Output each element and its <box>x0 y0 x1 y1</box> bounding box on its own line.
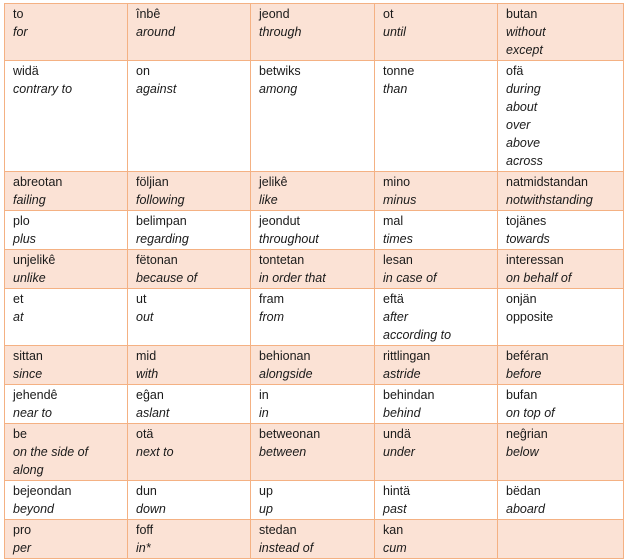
cell-word: behionan <box>259 349 311 363</box>
table-cell <box>5 520 128 559</box>
table-cell <box>498 481 624 520</box>
cell-gloss: alongside <box>259 367 313 381</box>
table-cell <box>375 385 498 424</box>
table-cell <box>5 172 128 211</box>
cell-gloss: without <box>506 25 546 39</box>
cell-gloss: than <box>383 82 408 96</box>
table-row <box>5 520 624 559</box>
cell-word: ot <box>383 7 394 21</box>
cell-word: behindan <box>383 388 435 402</box>
table-cell <box>251 346 375 385</box>
table-cell <box>128 346 251 385</box>
cell-word: bejeondan <box>13 484 72 498</box>
cell-word: belimpan <box>136 214 187 228</box>
table-row <box>5 385 624 424</box>
table-cell <box>5 346 128 385</box>
cell-word: mino <box>383 175 411 189</box>
cell-gloss: in* <box>136 541 151 555</box>
cell-word: to <box>13 7 24 21</box>
cell-word: eftä <box>383 292 404 306</box>
table-cell <box>498 424 624 481</box>
cell-word: in <box>259 388 269 402</box>
table-cell <box>128 61 251 172</box>
cell-gloss: above <box>506 136 541 150</box>
cell-gloss: under <box>383 445 415 459</box>
cell-gloss: cum <box>383 541 407 555</box>
cell-gloss: on behalf of <box>506 271 572 285</box>
table-cell <box>375 520 498 559</box>
cell-word: on <box>136 64 150 78</box>
table-cell <box>375 61 498 172</box>
table-row <box>5 4 624 61</box>
cell-gloss: during <box>506 82 541 96</box>
cell-word: neĝrian <box>506 427 548 441</box>
cell-gloss: following <box>136 193 185 207</box>
cell-gloss: in case of <box>383 271 437 285</box>
cell-gloss: aslant <box>136 406 170 420</box>
table-cell <box>498 250 624 289</box>
cell-gloss: with <box>136 367 159 381</box>
cell-gloss: astride <box>383 367 421 381</box>
cell-gloss: since <box>13 367 43 381</box>
cell-word: mal <box>383 214 404 228</box>
cell-gloss: among <box>259 82 298 96</box>
cell-gloss: in <box>259 406 269 420</box>
cell-gloss: according to <box>383 328 452 342</box>
table-cell <box>375 346 498 385</box>
table-cell <box>5 385 128 424</box>
cell-word: up <box>259 484 273 498</box>
cell-gloss: towards <box>506 232 550 246</box>
cell-gloss: about <box>506 100 538 114</box>
cell-word: jeondut <box>259 214 301 228</box>
table-cell <box>375 211 498 250</box>
cell-gloss: for <box>13 25 28 39</box>
cell-gloss: contrary to <box>13 82 73 96</box>
cell-gloss: times <box>383 232 413 246</box>
table-row <box>5 346 624 385</box>
cell-word: interessan <box>506 253 564 267</box>
cell-gloss: regarding <box>136 232 189 246</box>
cell-word: natmidstandan <box>506 175 589 189</box>
cell-word: fëtonan <box>136 253 178 267</box>
cell-gloss: instead of <box>259 541 314 555</box>
table-cell <box>498 61 624 172</box>
cell-word: ut <box>136 292 147 306</box>
table-cell <box>251 289 375 346</box>
cell-gloss: aboard <box>506 502 545 516</box>
cell-word: mid <box>136 349 157 363</box>
cell-word: butan <box>506 7 538 21</box>
cell-gloss: down <box>136 502 166 516</box>
cell-word: rittlingan <box>383 349 431 363</box>
table-cell <box>128 520 251 559</box>
table-cell <box>128 250 251 289</box>
cell-word: tonne <box>383 64 415 78</box>
table-row <box>5 250 624 289</box>
table-cell <box>5 424 128 481</box>
table-cell <box>498 520 624 559</box>
cell-gloss: per <box>13 541 32 555</box>
cell-gloss: between <box>259 445 307 459</box>
cell-word: tontetan <box>259 253 305 267</box>
cell-word: widä <box>13 64 39 78</box>
cell-gloss: failing <box>13 193 46 207</box>
preposition-table <box>4 3 624 559</box>
table-row <box>5 61 624 172</box>
cell-gloss: beyond <box>13 502 55 516</box>
cell-gloss: at <box>13 310 24 324</box>
table-cell <box>498 172 624 211</box>
cell-gloss: throughout <box>259 232 319 246</box>
cell-word: jelikê <box>259 175 288 189</box>
table-cell <box>498 4 624 61</box>
table-cell <box>375 4 498 61</box>
cell-word: abreotan <box>13 175 63 189</box>
cell-gloss: up <box>259 502 273 516</box>
cell-gloss: from <box>259 310 284 324</box>
cell-word: ofä <box>506 64 524 78</box>
cell-word: bufan <box>506 388 538 402</box>
cell-gloss: on the side of <box>13 445 89 459</box>
cell-word: pro <box>13 523 32 537</box>
table-cell <box>375 289 498 346</box>
cell-gloss: notwithstanding <box>506 193 593 207</box>
table-cell <box>128 211 251 250</box>
cell-gloss: behind <box>383 406 421 420</box>
table-cell <box>5 481 128 520</box>
table-cell <box>375 481 498 520</box>
cell-word: beféran <box>506 349 549 363</box>
cell-gloss: across <box>506 154 543 168</box>
table-cell <box>251 385 375 424</box>
cell-word: undä <box>383 427 411 441</box>
cell-word: înbê <box>136 7 161 21</box>
table-cell <box>498 346 624 385</box>
cell-gloss: except <box>506 43 543 57</box>
table-row <box>5 481 624 520</box>
preposition-table-body <box>5 4 624 559</box>
table-cell <box>251 250 375 289</box>
table-cell <box>5 211 128 250</box>
cell-word: foff <box>136 523 154 537</box>
table-cell <box>5 250 128 289</box>
table-cell <box>128 424 251 481</box>
table-cell <box>251 172 375 211</box>
cell-word: betweonan <box>259 427 321 441</box>
table-cell <box>375 424 498 481</box>
cell-word: jehendê <box>13 388 58 402</box>
table-cell <box>251 520 375 559</box>
cell-gloss: before <box>506 367 542 381</box>
cell-gloss: through <box>259 25 302 39</box>
cell-gloss: next to <box>136 445 174 459</box>
table-cell <box>5 4 128 61</box>
cell-gloss: after <box>383 310 409 324</box>
cell-word: unjelikê <box>13 253 56 267</box>
cell-word: fram <box>259 292 284 306</box>
cell-word: dun <box>136 484 157 498</box>
table-row <box>5 211 624 250</box>
table-cell <box>251 211 375 250</box>
cell-word: otä <box>136 427 154 441</box>
cell-word: bëdan <box>506 484 541 498</box>
cell-gloss: because of <box>136 271 198 285</box>
cell-word: följian <box>136 175 169 189</box>
cell-gloss: on top of <box>506 406 555 420</box>
table-cell <box>128 172 251 211</box>
cell-word: eĝan <box>136 388 164 402</box>
cell-word: onjän <box>506 292 537 306</box>
cell-word: be <box>13 427 27 441</box>
table-cell <box>5 61 128 172</box>
cell-word: et <box>13 292 24 306</box>
cell-gloss: minus <box>383 193 417 207</box>
cell-gloss: unlike <box>13 271 46 285</box>
cell-gloss: against <box>136 82 177 96</box>
table-cell <box>375 172 498 211</box>
table-cell <box>498 211 624 250</box>
table-cell <box>128 4 251 61</box>
table-cell <box>128 481 251 520</box>
cell-word: sittan <box>13 349 43 363</box>
cell-gloss: like <box>259 193 278 207</box>
cell-word: stedan <box>259 523 297 537</box>
table-cell <box>5 289 128 346</box>
table-cell <box>498 289 624 346</box>
cell-gloss: over <box>506 118 531 132</box>
cell-gloss: past <box>383 502 407 516</box>
table-cell <box>251 61 375 172</box>
cell-gloss: along <box>13 463 44 477</box>
cell-gloss: plus <box>13 232 36 246</box>
cell-word: tojänes <box>506 214 547 228</box>
cell-word: lesan <box>383 253 413 267</box>
cell-gloss: until <box>383 25 406 39</box>
cell-gloss: out <box>136 310 154 324</box>
table-cell <box>251 4 375 61</box>
cell-word: jeond <box>259 7 290 21</box>
table-row <box>5 172 624 211</box>
table-cell <box>251 481 375 520</box>
table-row <box>5 289 624 346</box>
table-cell <box>375 250 498 289</box>
cell-gloss: below <box>506 445 539 459</box>
cell-gloss-plain: opposite <box>506 310 554 324</box>
cell-gloss: near to <box>13 406 52 420</box>
cell-word: kan <box>383 523 404 537</box>
cell-word: betwiks <box>259 64 301 78</box>
cell-word: hintä <box>383 484 411 498</box>
cell-word: plo <box>13 214 30 228</box>
table-row <box>5 424 624 481</box>
table-cell <box>251 424 375 481</box>
table-cell <box>128 385 251 424</box>
cell-gloss: in order that <box>259 271 326 285</box>
cell-gloss: around <box>136 25 175 39</box>
table-cell <box>128 289 251 346</box>
table-cell <box>498 385 624 424</box>
